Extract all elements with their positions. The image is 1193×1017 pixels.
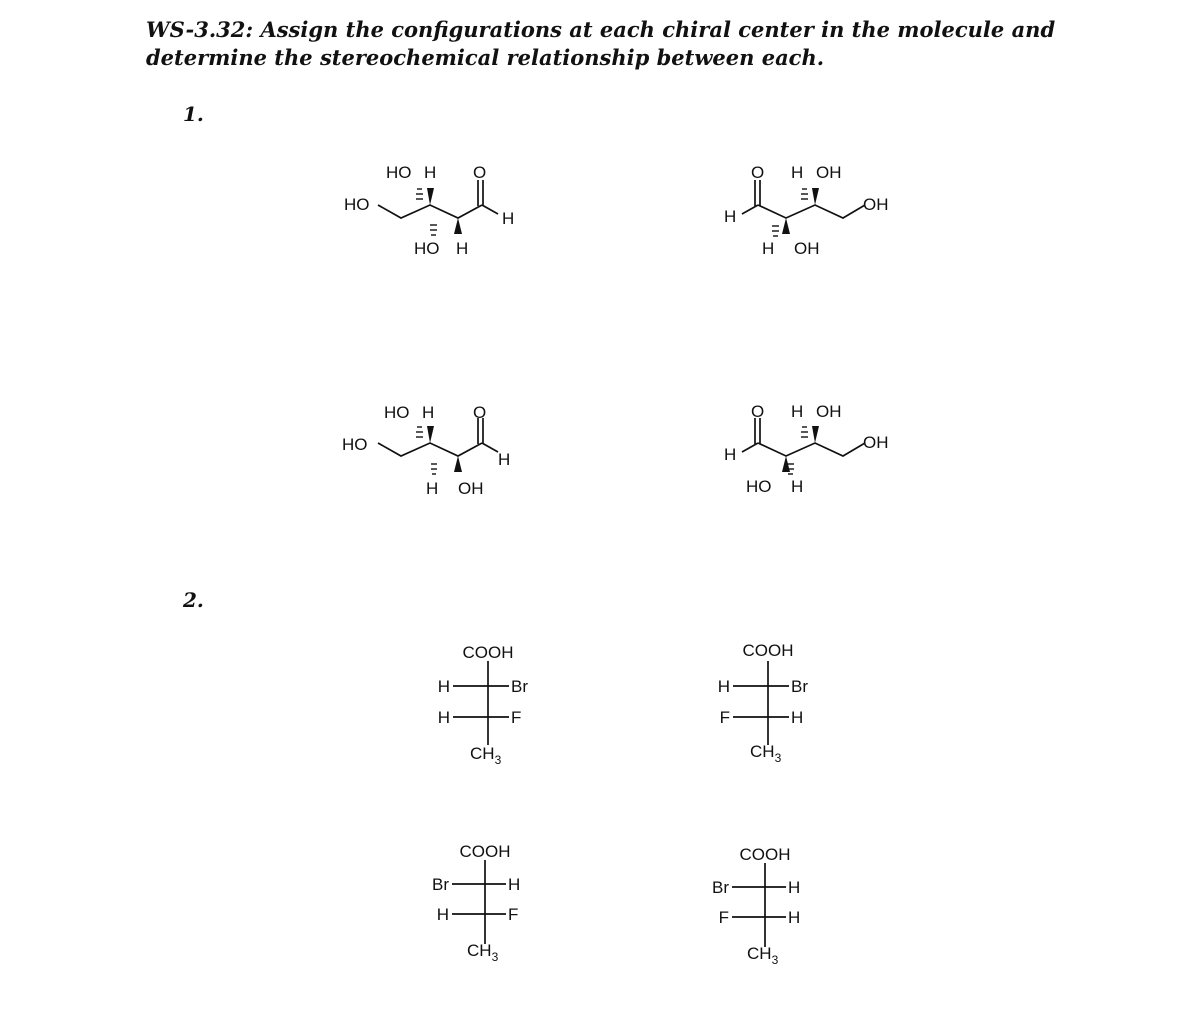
hash-bond bbox=[801, 427, 808, 437]
substituent-label: F bbox=[719, 708, 730, 727]
atom-label: OH bbox=[816, 163, 842, 182]
wedge-bond bbox=[454, 218, 462, 234]
atom-label: H bbox=[502, 209, 515, 228]
atom-label: O bbox=[751, 163, 765, 182]
substituent-label: H bbox=[437, 677, 450, 696]
skeletal-structure-1a bbox=[330, 150, 530, 270]
title-line-1: WS-3.32: Assign the configurations at each chiral center in the molecule and bbox=[146, 17, 1056, 42]
atom-label: H bbox=[791, 163, 804, 182]
atom-label: HO bbox=[342, 435, 368, 454]
atom-label: O bbox=[751, 402, 765, 421]
hash-bond bbox=[801, 189, 808, 199]
substituent-label: Br bbox=[712, 878, 729, 897]
substituent-label: H bbox=[436, 905, 449, 924]
skeletal-structure-1d bbox=[715, 388, 915, 508]
atom-label: OH bbox=[458, 479, 484, 498]
atom-label: H bbox=[456, 239, 469, 258]
substituent-label: F bbox=[511, 708, 522, 727]
atom-label: HO bbox=[344, 195, 370, 214]
atom-label: HO bbox=[414, 239, 440, 258]
fischer-projection-2a bbox=[415, 635, 575, 770]
bottom-group: $CH_3$ bbox=[467, 941, 499, 964]
substituent-label: H bbox=[788, 878, 801, 897]
substituent-label: F bbox=[718, 908, 729, 927]
atom-label: HO bbox=[746, 477, 772, 496]
problem-number-2: 2. bbox=[183, 588, 204, 612]
atom-label: OH bbox=[863, 433, 889, 452]
atom-label: HO bbox=[386, 163, 412, 182]
fischer-projection-2b bbox=[695, 635, 855, 770]
atom-label: H bbox=[791, 402, 804, 421]
carbon-chain bbox=[758, 205, 865, 218]
atom-label: OH bbox=[794, 239, 820, 258]
atom-label: H bbox=[426, 479, 439, 498]
hash-bond bbox=[416, 427, 423, 437]
wedge-bond bbox=[812, 426, 819, 443]
atom-label: H bbox=[422, 403, 435, 422]
wedge-bond bbox=[427, 188, 434, 205]
substituent-label: Br bbox=[511, 677, 528, 696]
atom-label: H bbox=[498, 450, 511, 469]
substituent-label: Br bbox=[432, 875, 449, 894]
substituent-label: F bbox=[508, 905, 519, 924]
worksheet-title bbox=[146, 16, 1146, 72]
title-line-2: determine the stereochemical relationship between each. bbox=[146, 45, 825, 70]
substituent-label: H bbox=[437, 708, 450, 727]
atom-label: OH bbox=[863, 195, 889, 214]
hash-bond bbox=[430, 225, 437, 235]
atom-label: O bbox=[473, 403, 487, 422]
top-group: COOH bbox=[459, 842, 511, 861]
top-group: COOH bbox=[462, 643, 514, 662]
top-group: COOH bbox=[739, 845, 791, 864]
fischer-projection-2d bbox=[692, 837, 852, 972]
atom-label: H bbox=[791, 477, 804, 496]
substituent-label: H bbox=[791, 708, 804, 727]
wedge-bond bbox=[427, 426, 434, 443]
atom-label: OH bbox=[816, 402, 842, 421]
carbon-chain bbox=[378, 443, 482, 456]
fischer-projection-2c bbox=[412, 834, 572, 969]
problem-number-1: 1. bbox=[183, 102, 204, 126]
substituent-label: Br bbox=[791, 677, 808, 696]
atom-label: H bbox=[424, 163, 437, 182]
hash-bond bbox=[416, 189, 423, 199]
atom-label: HO bbox=[384, 403, 410, 422]
skeletal-structure-1b bbox=[715, 150, 915, 270]
hash-bond bbox=[772, 226, 779, 236]
top-group: COOH bbox=[742, 641, 794, 660]
skeletal-structure-1c bbox=[330, 388, 530, 508]
atom-label: O bbox=[473, 163, 487, 182]
carbon-chain bbox=[378, 205, 482, 218]
atom-label: H bbox=[724, 445, 737, 464]
wedge-bond bbox=[782, 218, 790, 234]
atom-label: H bbox=[762, 239, 775, 258]
hash-bond bbox=[431, 464, 437, 474]
substituent-label: H bbox=[788, 908, 801, 927]
atom-label: H bbox=[724, 207, 737, 226]
bottom-group: $CH_3$ bbox=[470, 744, 502, 767]
substituent-label: H bbox=[717, 677, 730, 696]
carbon-chain bbox=[758, 443, 865, 456]
wedge-bond bbox=[454, 456, 462, 472]
wedge-bond bbox=[812, 188, 819, 205]
substituent-label: H bbox=[508, 875, 521, 894]
bottom-group: $CH_3$ bbox=[747, 944, 779, 967]
bottom-group: $CH_3$ bbox=[750, 742, 782, 765]
